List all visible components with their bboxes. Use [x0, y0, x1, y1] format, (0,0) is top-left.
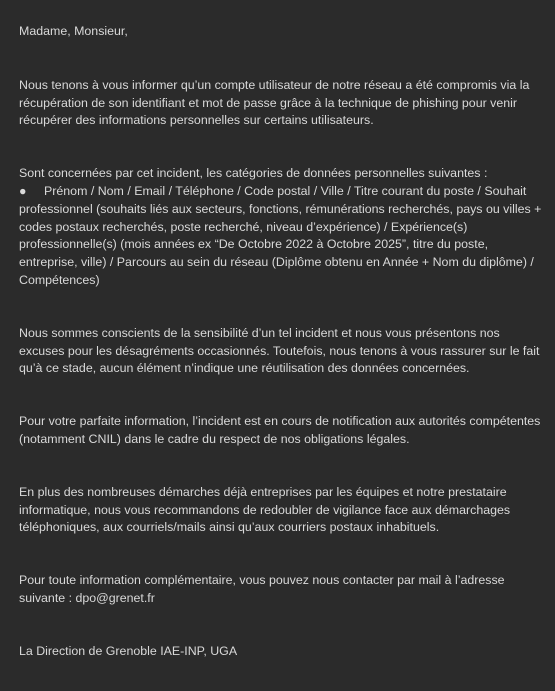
- signature: La Direction de Grenoble IAE-INP, UGA: [19, 643, 238, 658]
- bullet-icon: ●: [19, 183, 27, 198]
- intro-paragraph: Nous tenons à vous informer qu’un compte utilisateur de notre réseau a été compromis via la récupération de son identifiant et mot de passe grâce à la technique de phishing pour venir récupérer des informations personnelles sur certains utilisateurs.: [19, 77, 530, 128]
- vigilance-paragraph: En plus des nombreuses démarches déjà entreprises par les équipes et notre prestataire informatique, nous vous recommandons de redoubler de vigilance face aux démarchages téléphoniques, aux courriels/mails ainsi qu’aux courriers postaux inhabituels.: [19, 484, 511, 535]
- data-categories-list-item: [19, 183, 545, 290]
- categories-intro-paragraph: Sont concernées par cet incident, les catégories de données personnelles suivantes :: [19, 166, 488, 181]
- apology-paragraph: Nous sommes conscients de la sensibilité d’un tel incident et nous vous présentons nos excuses pour les désagréments occasionnés. Toutefois, nous tenons à vous rassurer sur le fait qu’à ce stade, aucun élément n’indique une réutilisation des données concernées.: [19, 325, 540, 376]
- data-categories-text: Prénom / Nom / Email / Téléphone / Code postal / Ville / Titre courant du poste / Souhait professionnel (souhaits liés aux secteurs, fonctions, rémunérations recherchés, pays ou villes + codes postaux recherchés, poste recherché, niveau d’expérience) / Expérience(s) professionnelle(s) (mois années ex “De Octobre 2022 à Octobre 2025”, titre du poste, entreprise, ville) / Parcours au sein du réseau (Diplôme obtenu en Année + Nom du diplôme) / Compétences): [19, 183, 542, 287]
- notification-paragraph: Pour votre parfaite information, l’incident est en cours de notification aux autorités compétentes (notamment CNIL) dans le cadre du respect de nos obligations légales.: [19, 414, 541, 446]
- contact-paragraph: Pour toute information complémentaire, vous pouvez nous contacter par mail à l’adresse suivante : dpo@grenet.fr: [19, 573, 505, 605]
- greeting: Madame, Monsieur,: [19, 24, 128, 38]
